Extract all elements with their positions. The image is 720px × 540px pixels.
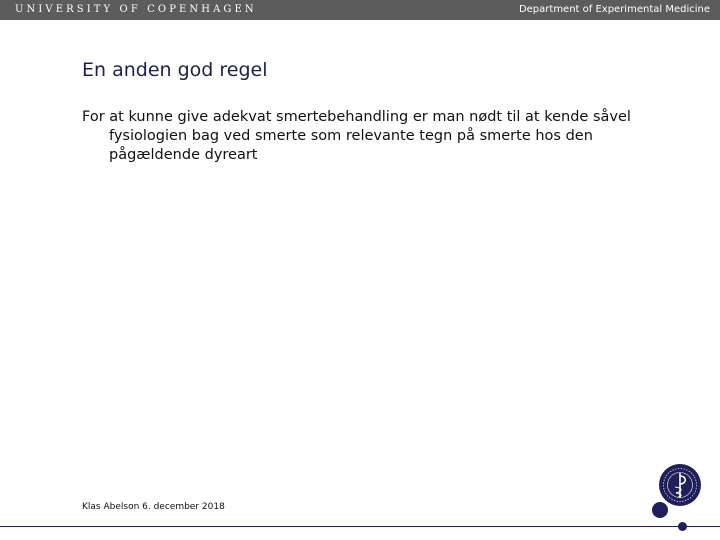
university-seal-icon xyxy=(658,463,702,507)
slide-title: En anden god regel xyxy=(82,59,268,81)
slide-body-text: For at kunne give adekvat smertebehandling er man nødt til at kende såvel fysiologien bag ved smerte som relevante tegn på smerte hos den pågældende dyreart xyxy=(82,109,631,163)
footer-author-date: Klas Abelson 6. december 2018 xyxy=(82,502,225,512)
header-bar xyxy=(0,0,720,20)
decorative-dot-small xyxy=(678,522,687,531)
department-name: Department of Experimental Medicine xyxy=(518,4,710,15)
footer-divider xyxy=(0,526,720,527)
decorative-dot-large xyxy=(652,502,668,518)
university-name: UNIVERSITY OF COPENHAGEN xyxy=(15,4,257,15)
